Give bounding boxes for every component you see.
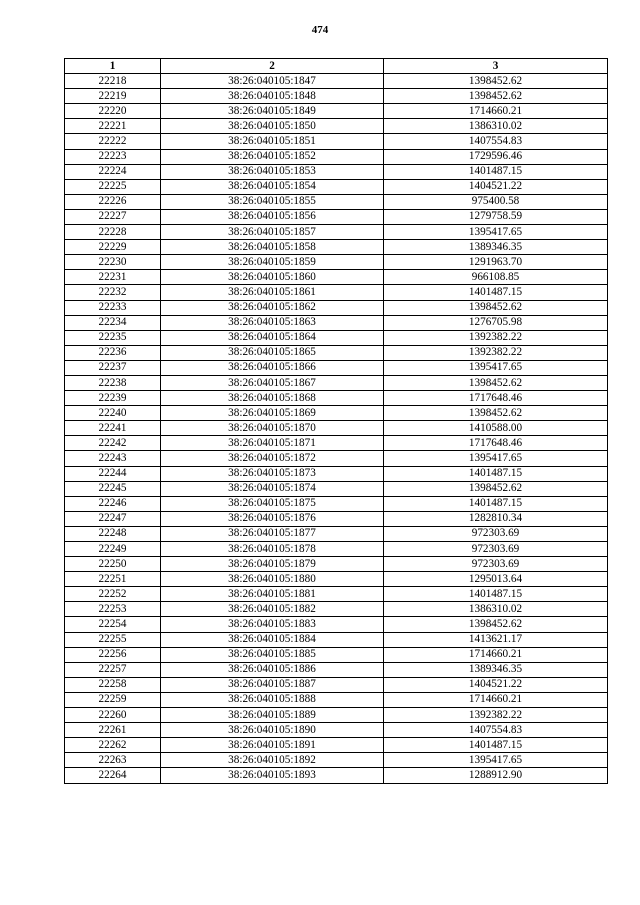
row-number-cell: 22243: [65, 451, 161, 466]
cadastral-number-cell: 38:26:040105:1883: [161, 617, 384, 632]
row-number-cell: 22224: [65, 164, 161, 179]
row-number-cell: 22225: [65, 179, 161, 194]
cadastral-number-cell: 38:26:040105:1867: [161, 375, 384, 390]
cadastral-number-cell: 38:26:040105:1852: [161, 149, 384, 164]
row-number-cell: 22240: [65, 406, 161, 421]
column-header: 2: [161, 59, 384, 74]
row-number-cell: 22262: [65, 738, 161, 753]
table-row: [65, 194, 608, 209]
cadastral-number-cell: 38:26:040105:1861: [161, 285, 384, 300]
value-cell: 1401487.15: [384, 164, 608, 179]
page-number: 474: [311, 24, 329, 36]
value-cell: 1392382.22: [384, 330, 608, 345]
table-row: [65, 662, 608, 677]
value-cell: 1395417.65: [384, 753, 608, 768]
table-row: [65, 89, 608, 104]
table-row: [65, 255, 608, 270]
row-number-cell: 22218: [65, 74, 161, 89]
row-number-cell: 22232: [65, 285, 161, 300]
cadastral-number-cell: 38:26:040105:1848: [161, 89, 384, 104]
table-row: [65, 285, 608, 300]
table-row: [65, 451, 608, 466]
cadastral-number-cell: 38:26:040105:1871: [161, 436, 384, 451]
value-cell: 1398452.62: [384, 617, 608, 632]
cadastral-number-cell: 38:26:040105:1856: [161, 209, 384, 224]
row-number-cell: 22222: [65, 134, 161, 149]
table-row: [65, 179, 608, 194]
value-cell: 1291963.70: [384, 255, 608, 270]
cadastral-number-cell: 38:26:040105:1882: [161, 602, 384, 617]
cadastral-number-cell: 38:26:040105:1863: [161, 315, 384, 330]
cadastral-number-cell: 38:26:040105:1859: [161, 255, 384, 270]
table-row: [65, 134, 608, 149]
value-cell: 1404521.22: [384, 677, 608, 692]
table-row: [65, 587, 608, 602]
value-cell: 1389346.35: [384, 662, 608, 677]
cadastral-number-cell: 38:26:040105:1890: [161, 723, 384, 738]
cadastral-number-cell: 38:26:040105:1868: [161, 391, 384, 406]
cadastral-number-cell: 38:26:040105:1878: [161, 542, 384, 557]
cadastral-number-cell: 38:26:040105:1870: [161, 421, 384, 436]
value-cell: 1276705.98: [384, 315, 608, 330]
table-row: [65, 119, 608, 134]
value-cell: 1401487.15: [384, 466, 608, 481]
row-number-cell: 22250: [65, 557, 161, 572]
cadastral-number-cell: 38:26:040105:1889: [161, 708, 384, 723]
row-number-cell: 22248: [65, 526, 161, 541]
cadastral-number-cell: 38:26:040105:1864: [161, 330, 384, 345]
table-row: [65, 708, 608, 723]
row-number-cell: 22252: [65, 587, 161, 602]
value-cell: 1398452.62: [384, 481, 608, 496]
value-cell: 966108.85: [384, 270, 608, 285]
table-row: [65, 677, 608, 692]
value-cell: 1395417.65: [384, 360, 608, 375]
value-cell: 1389346.35: [384, 240, 608, 255]
table-row: [65, 526, 608, 541]
row-number-cell: 22241: [65, 421, 161, 436]
table-row: [65, 74, 608, 89]
value-cell: 1714660.21: [384, 647, 608, 662]
cadastral-number-cell: 38:26:040105:1873: [161, 466, 384, 481]
value-cell: 975400.58: [384, 194, 608, 209]
row-number-cell: 22260: [65, 708, 161, 723]
row-number-cell: 22249: [65, 542, 161, 557]
table-row: [65, 104, 608, 119]
table-row: [65, 768, 608, 783]
table-row: [65, 360, 608, 375]
table-row: [65, 738, 608, 753]
value-cell: 1729596.46: [384, 149, 608, 164]
table-row: [65, 481, 608, 496]
row-number-cell: 22246: [65, 496, 161, 511]
row-number-cell: 22220: [65, 104, 161, 119]
table-row: [65, 617, 608, 632]
row-number-cell: 22234: [65, 315, 161, 330]
value-cell: 1717648.46: [384, 391, 608, 406]
row-number-cell: 22219: [65, 89, 161, 104]
value-cell: 1282810.34: [384, 511, 608, 526]
value-cell: 1407554.83: [384, 723, 608, 738]
value-cell: 972303.69: [384, 526, 608, 541]
cadastral-number-cell: 38:26:040105:1886: [161, 662, 384, 677]
value-cell: 1401487.15: [384, 738, 608, 753]
row-number-cell: 22238: [65, 375, 161, 390]
value-cell: 1404521.22: [384, 179, 608, 194]
value-cell: 1401487.15: [384, 496, 608, 511]
table-row: [65, 466, 608, 481]
row-number-cell: 22237: [65, 360, 161, 375]
table-row: [65, 225, 608, 240]
cadastral-number-cell: 38:26:040105:1884: [161, 632, 384, 647]
table-row: [65, 300, 608, 315]
table-row: [65, 240, 608, 255]
row-number-cell: 22247: [65, 511, 161, 526]
cadastral-number-cell: 38:26:040105:1876: [161, 511, 384, 526]
value-cell: 1288912.90: [384, 768, 608, 783]
table-row: [65, 375, 608, 390]
row-number-cell: 22242: [65, 436, 161, 451]
cadastral-number-cell: 38:26:040105:1888: [161, 692, 384, 707]
cadastral-number-cell: 38:26:040105:1851: [161, 134, 384, 149]
cadastral-number-cell: 38:26:040105:1874: [161, 481, 384, 496]
table-row: [65, 511, 608, 526]
row-number-cell: 22255: [65, 632, 161, 647]
row-number-cell: 22235: [65, 330, 161, 345]
table-row: [65, 496, 608, 511]
row-number-cell: 22259: [65, 692, 161, 707]
table-row: [65, 330, 608, 345]
row-number-cell: 22261: [65, 723, 161, 738]
table-row: [65, 632, 608, 647]
row-number-cell: 22253: [65, 602, 161, 617]
cadastral-number-cell: 38:26:040105:1850: [161, 119, 384, 134]
table-row: [65, 270, 608, 285]
value-cell: 972303.69: [384, 542, 608, 557]
value-cell: 1295013.64: [384, 572, 608, 587]
row-number-cell: 22239: [65, 391, 161, 406]
row-number-cell: 22223: [65, 149, 161, 164]
row-number-cell: 22258: [65, 677, 161, 692]
table-row: [65, 164, 608, 179]
row-number-cell: 22221: [65, 119, 161, 134]
row-number-cell: 22226: [65, 194, 161, 209]
row-number-cell: 22233: [65, 300, 161, 315]
table-row: [65, 149, 608, 164]
value-cell: 1714660.21: [384, 104, 608, 119]
cadastral-number-cell: 38:26:040105:1892: [161, 753, 384, 768]
table-row: [65, 345, 608, 360]
table-row: [65, 542, 608, 557]
value-cell: 1398452.62: [384, 300, 608, 315]
cadastral-number-cell: 38:26:040105:1877: [161, 526, 384, 541]
table-row: [65, 753, 608, 768]
cadastral-number-cell: 38:26:040105:1887: [161, 677, 384, 692]
table-row: [65, 692, 608, 707]
value-cell: 1401487.15: [384, 285, 608, 300]
cadastral-number-cell: 38:26:040105:1847: [161, 74, 384, 89]
value-cell: 1401487.15: [384, 587, 608, 602]
cadastral-number-cell: 38:26:040105:1862: [161, 300, 384, 315]
table-row: [65, 406, 608, 421]
value-cell: 1717648.46: [384, 436, 608, 451]
value-cell: 1398452.62: [384, 375, 608, 390]
row-number-cell: 22230: [65, 255, 161, 270]
column-header: 3: [384, 59, 608, 74]
row-number-cell: 22244: [65, 466, 161, 481]
cadastral-number-cell: 38:26:040105:1875: [161, 496, 384, 511]
table-row: [65, 421, 608, 436]
cadastral-number-cell: 38:26:040105:1880: [161, 572, 384, 587]
row-number-cell: 22227: [65, 209, 161, 224]
row-number-cell: 22254: [65, 617, 161, 632]
value-cell: 972303.69: [384, 557, 608, 572]
cadastral-number-cell: 38:26:040105:1879: [161, 557, 384, 572]
row-number-cell: 22229: [65, 240, 161, 255]
value-cell: 1413621.17: [384, 632, 608, 647]
cadastral-number-cell: 38:26:040105:1885: [161, 647, 384, 662]
row-number-cell: 22263: [65, 753, 161, 768]
row-number-cell: 22264: [65, 768, 161, 783]
cadastral-number-cell: 38:26:040105:1865: [161, 345, 384, 360]
cadastral-number-cell: 38:26:040105:1891: [161, 738, 384, 753]
cadastral-number-cell: 38:26:040105:1866: [161, 360, 384, 375]
value-cell: 1386310.02: [384, 119, 608, 134]
value-cell: 1714660.21: [384, 692, 608, 707]
column-header: 1: [65, 59, 161, 74]
cadastral-number-cell: 38:26:040105:1855: [161, 194, 384, 209]
row-number-cell: 22251: [65, 572, 161, 587]
cadastral-number-cell: 38:26:040105:1872: [161, 451, 384, 466]
value-cell: 1392382.22: [384, 345, 608, 360]
cadastral-number-cell: 38:26:040105:1881: [161, 587, 384, 602]
value-cell: 1395417.65: [384, 225, 608, 240]
table-row: [65, 391, 608, 406]
value-cell: 1398452.62: [384, 406, 608, 421]
table-row: [65, 572, 608, 587]
row-number-cell: 22245: [65, 481, 161, 496]
table-row: [65, 602, 608, 617]
table-row: [65, 436, 608, 451]
value-cell: 1392382.22: [384, 708, 608, 723]
value-cell: 1398452.62: [384, 74, 608, 89]
row-number-cell: 22231: [65, 270, 161, 285]
table-body: [65, 74, 608, 783]
row-number-cell: 22257: [65, 662, 161, 677]
value-cell: 1279758.59: [384, 209, 608, 224]
value-cell: 1398452.62: [384, 89, 608, 104]
row-number-cell: 22228: [65, 225, 161, 240]
cadastral-number-cell: 38:26:040105:1858: [161, 240, 384, 255]
cadastral-number-cell: 38:26:040105:1854: [161, 179, 384, 194]
table-row: [65, 723, 608, 738]
cadastral-number-cell: 38:26:040105:1869: [161, 406, 384, 421]
value-cell: 1407554.83: [384, 134, 608, 149]
table-row: [65, 315, 608, 330]
table-row: [65, 557, 608, 572]
table-row: [65, 647, 608, 662]
cadastral-number-cell: 38:26:040105:1857: [161, 225, 384, 240]
value-cell: 1395417.65: [384, 451, 608, 466]
row-number-cell: 22256: [65, 647, 161, 662]
cadastral-number-cell: 38:26:040105:1849: [161, 104, 384, 119]
cadastral-number-cell: 38:26:040105:1860: [161, 270, 384, 285]
row-number-cell: 22236: [65, 345, 161, 360]
value-cell: 1386310.02: [384, 602, 608, 617]
table-row: [65, 209, 608, 224]
cadastral-number-cell: 38:26:040105:1853: [161, 164, 384, 179]
table-header-row: [65, 59, 608, 74]
data-table: [64, 58, 608, 784]
cadastral-number-cell: 38:26:040105:1893: [161, 768, 384, 783]
value-cell: 1410588.00: [384, 421, 608, 436]
